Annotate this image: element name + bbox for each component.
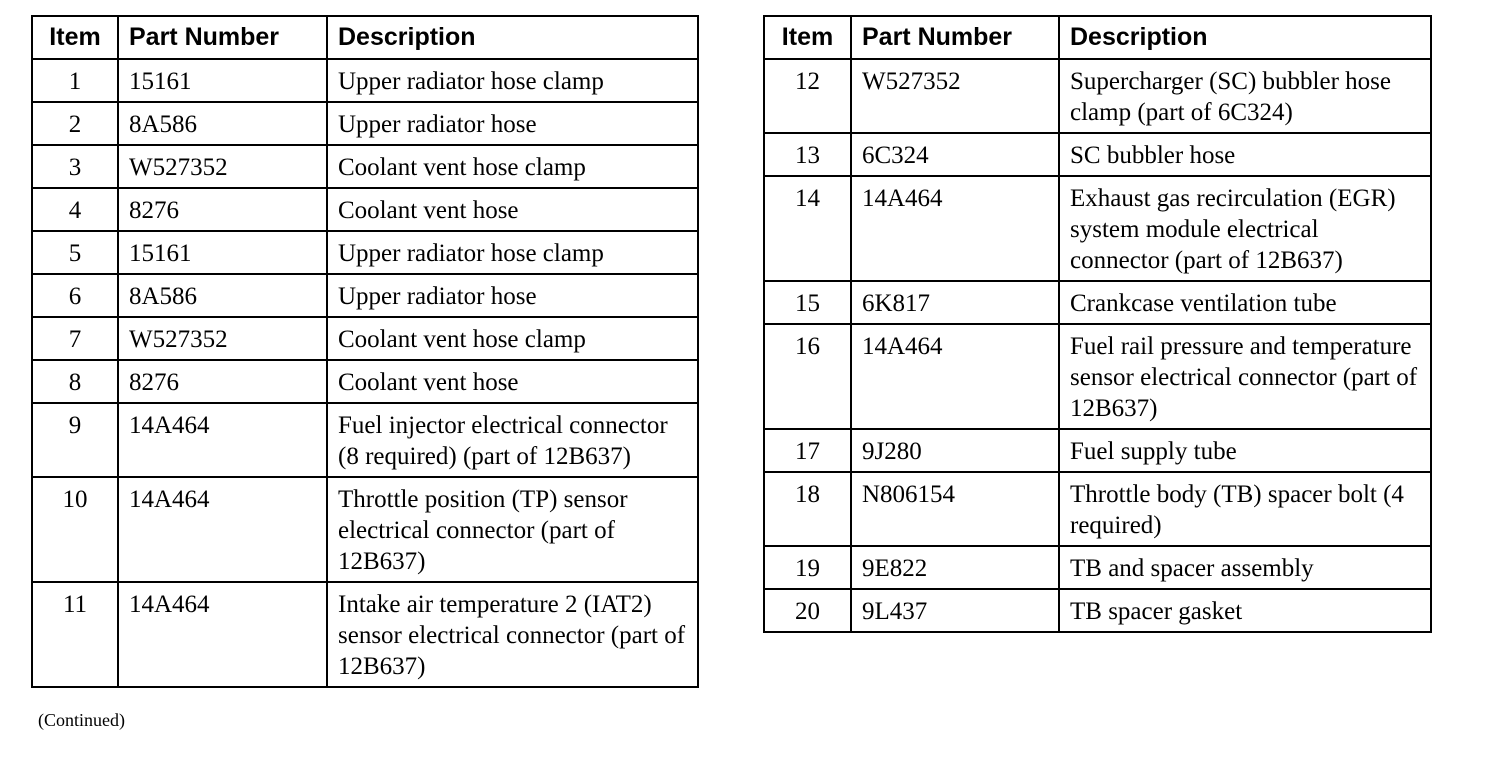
part-number-cell: 8276 <box>118 360 327 403</box>
table-header-row <box>764 16 1431 59</box>
item-cell: 14 <box>764 176 851 281</box>
part-number-cell: 15161 <box>118 231 327 274</box>
part-number-cell: 14A464 <box>851 324 1059 429</box>
table-row <box>32 582 698 687</box>
part-number-cell: 14A464 <box>118 582 327 687</box>
item-cell: 7 <box>32 317 118 360</box>
description-cell: TB spacer gasket <box>1059 589 1431 632</box>
description-cell: Upper radiator hose <box>327 274 698 317</box>
description-cell: Intake air temperature 2 (IAT2) sensor electrical connector (part of 12B637) <box>327 582 698 687</box>
parts-table-left <box>31 15 699 688</box>
description-cell: Fuel supply tube <box>1059 429 1431 472</box>
description-cell: Supercharger (SC) bubbler hose clamp (part of 6C324) <box>1059 59 1431 133</box>
item-cell: 20 <box>764 589 851 632</box>
item-cell: 17 <box>764 429 851 472</box>
part-number-cell: 15161 <box>118 59 327 102</box>
part-number-cell: 6K817 <box>851 281 1059 324</box>
part-number-cell: 6C324 <box>851 133 1059 176</box>
description-cell: SC bubbler hose <box>1059 133 1431 176</box>
part-number-cell: 9E822 <box>851 546 1059 589</box>
item-cell: 19 <box>764 546 851 589</box>
description-cell: Upper radiator hose clamp <box>327 231 698 274</box>
item-cell: 10 <box>32 477 118 582</box>
item-cell: 18 <box>764 472 851 546</box>
description-cell: Throttle body (TB) spacer bolt (4 required) <box>1059 472 1431 546</box>
table-row <box>764 133 1431 176</box>
table-row <box>32 360 698 403</box>
description-cell: Exhaust gas recirculation (EGR) system module electrical connector (part of 12B637) <box>1059 176 1431 281</box>
item-cell: 1 <box>32 59 118 102</box>
description-cell: TB and spacer assembly <box>1059 546 1431 589</box>
table-row <box>32 145 698 188</box>
part-number-cell: 14A464 <box>118 403 327 477</box>
description-cell: Coolant vent hose <box>327 360 698 403</box>
item-cell: 16 <box>764 324 851 429</box>
part-number-cell: 14A464 <box>118 477 327 582</box>
item-cell: 11 <box>32 582 118 687</box>
header-part-number: Part Number <box>118 16 327 59</box>
item-cell: 6 <box>32 274 118 317</box>
item-cell: 9 <box>32 403 118 477</box>
item-cell: 4 <box>32 188 118 231</box>
table-row <box>32 477 698 582</box>
table-row <box>32 188 698 231</box>
table-row <box>764 324 1431 429</box>
part-number-cell: W527352 <box>118 317 327 360</box>
description-cell: Upper radiator hose clamp <box>327 59 698 102</box>
header-description: Description <box>327 16 698 59</box>
description-cell: Throttle position (TP) sensor electrical connector (part of 12B637) <box>327 477 698 582</box>
header-description: Description <box>1059 16 1431 59</box>
description-cell: Upper radiator hose <box>327 102 698 145</box>
continued-note: (Continued) <box>38 710 125 730</box>
part-number-cell: 8276 <box>118 188 327 231</box>
table-row <box>764 281 1431 324</box>
item-cell: 2 <box>32 102 118 145</box>
item-cell: 5 <box>32 231 118 274</box>
header-part-number: Part Number <box>851 16 1059 59</box>
description-cell: Coolant vent hose clamp <box>327 145 698 188</box>
part-number-cell: 8A586 <box>118 274 327 317</box>
table-row <box>32 403 698 477</box>
table-row <box>32 274 698 317</box>
header-item: Item <box>32 16 118 59</box>
item-cell: 3 <box>32 145 118 188</box>
description-cell: Fuel injector electrical connector (8 required) (part of 12B637) <box>327 403 698 477</box>
table-row <box>32 102 698 145</box>
item-cell: 12 <box>764 59 851 133</box>
table-row <box>764 472 1431 546</box>
description-cell: Crankcase ventilation tube <box>1059 281 1431 324</box>
description-cell: Coolant vent hose clamp <box>327 317 698 360</box>
item-cell: 15 <box>764 281 851 324</box>
table-row <box>32 59 698 102</box>
part-number-cell: 8A586 <box>118 102 327 145</box>
item-cell: 13 <box>764 133 851 176</box>
item-cell: 8 <box>32 360 118 403</box>
description-cell: Fuel rail pressure and temperature sensor electrical connector (part of 12B637) <box>1059 324 1431 429</box>
table-row <box>764 176 1431 281</box>
parts-table-right <box>763 15 1432 633</box>
description-cell: Coolant vent hose <box>327 188 698 231</box>
part-number-cell: 14A464 <box>851 176 1059 281</box>
header-item: Item <box>764 16 851 59</box>
table-row <box>764 429 1431 472</box>
table-row <box>764 589 1431 632</box>
part-number-cell: W527352 <box>851 59 1059 133</box>
table-row <box>764 546 1431 589</box>
table-row <box>764 59 1431 133</box>
table-row <box>32 317 698 360</box>
table-header-row <box>32 16 698 59</box>
part-number-cell: 9J280 <box>851 429 1059 472</box>
part-number-cell: W527352 <box>118 145 327 188</box>
part-number-cell: N806154 <box>851 472 1059 546</box>
table-row <box>32 231 698 274</box>
part-number-cell: 9L437 <box>851 589 1059 632</box>
